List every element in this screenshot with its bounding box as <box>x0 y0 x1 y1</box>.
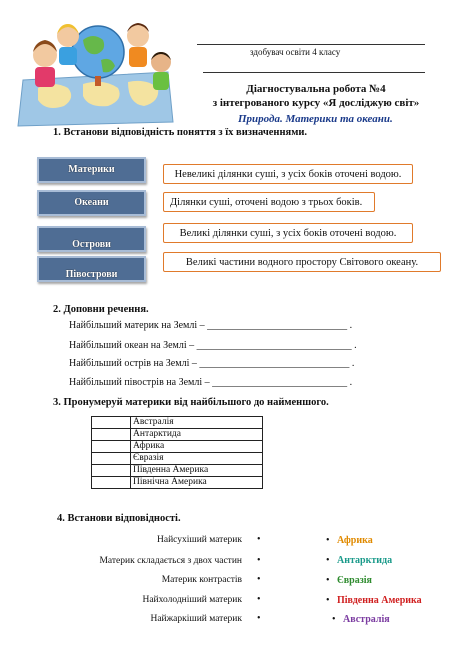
term-label: Острови <box>72 239 111 250</box>
continents-table <box>91 416 263 489</box>
name-underline <box>197 44 425 45</box>
definition-box-3: Великі ділянки суші, з усіх боків оточені водою. <box>163 223 413 243</box>
sentence-largest-ocean: Найбільший океан на Землі – _______________________________ . <box>69 340 357 351</box>
sentence-largest-continent: Найбільший материк на Землі – ____________________________ . <box>69 320 353 331</box>
bullet-left[interactable]: • <box>257 613 261 624</box>
number-cell[interactable] <box>92 441 131 453</box>
match-right-africa: Африка <box>337 535 373 546</box>
bullet-left[interactable]: • <box>257 555 261 566</box>
bullet-right[interactable]: • <box>326 535 330 546</box>
number-cell[interactable] <box>92 417 131 429</box>
definition-box-4: Великі частини водного простору Світового океану. <box>163 252 441 272</box>
page-title-line1: Діагностувальна робота №4 <box>246 83 386 95</box>
term-label: Півострови <box>65 269 118 280</box>
match-left-3: Материк контрастів <box>161 575 242 585</box>
match-left-4: Найхолодніший материк <box>142 595 242 605</box>
table-row <box>92 429 263 441</box>
continent-cell: Південна Америка <box>131 465 263 477</box>
definition-box-1: Невеликі ділянки суші, з усіх боків оточені водою. <box>163 164 413 184</box>
continent-cell: Північна Америка <box>131 477 263 489</box>
kids-globe-illustration <box>13 10 178 128</box>
term-box-oceans <box>37 190 146 216</box>
continent-cell: Антарктида <box>131 429 263 441</box>
task1-heading: 1. Встанови відповідність поняття з їх визначеннями. <box>53 127 308 138</box>
term-box-continents <box>37 157 146 183</box>
sentence-largest-peninsula: Найбільший півострів на Землі – ___________________________ . <box>69 377 353 388</box>
bullet-right[interactable]: • <box>326 595 330 606</box>
number-cell[interactable] <box>92 477 131 489</box>
task3-heading: 3. Пронумеруй материки від найбільшого до найменшого. <box>53 397 329 408</box>
bullet-left[interactable]: • <box>257 534 261 545</box>
match-right-antarctica: Антарктида <box>337 555 393 566</box>
continent-cell: Австралія <box>131 417 263 429</box>
table-row <box>92 417 263 429</box>
number-cell[interactable] <box>92 429 131 441</box>
table-row <box>92 453 263 465</box>
continent-cell: Африка <box>131 441 263 453</box>
page-title-line2: з інтегрованого курсу «Я досліджую світ» <box>212 97 420 109</box>
number-cell[interactable] <box>92 465 131 477</box>
bullet-right[interactable]: • <box>326 575 330 586</box>
table-row <box>92 441 263 453</box>
match-right-south-america: Південна Америка <box>337 595 422 606</box>
definition-box-2: Ділянки суші, оточені водою з трьох боків. <box>163 192 375 212</box>
bullet-left[interactable]: • <box>257 594 261 605</box>
term-label: Материки <box>68 164 115 175</box>
task2-heading: 2. Доповни речення. <box>53 304 149 315</box>
sentence-largest-island: Найбільший острів на Землі – ______________________________ . <box>69 358 355 369</box>
table-row <box>92 477 263 489</box>
term-box-peninsulas <box>37 256 146 282</box>
class-underline <box>203 72 425 73</box>
learner-caption: здобувач освіти 4 класу <box>250 47 341 57</box>
continent-cell: Євразія <box>131 453 263 465</box>
match-left-1: Найсухіший материк <box>157 535 242 545</box>
bullet-left[interactable]: • <box>257 574 261 585</box>
page-subtitle: Природа. Материки та океани. <box>238 113 393 125</box>
match-right-eurasia: Євразія <box>337 575 372 586</box>
bullet-right[interactable]: • <box>332 614 336 625</box>
match-left-5: Найжаркіший материк <box>150 614 242 624</box>
bullet-right[interactable]: • <box>326 555 330 566</box>
number-cell[interactable] <box>92 453 131 465</box>
term-label: Океани <box>74 197 109 208</box>
task4-heading: 4. Встанови відповідності. <box>57 513 181 524</box>
term-box-islands <box>37 226 146 252</box>
match-right-australia: Австралія <box>343 614 390 625</box>
table-row <box>92 465 263 477</box>
match-left-2: Материк складається з двох частин <box>99 556 242 566</box>
